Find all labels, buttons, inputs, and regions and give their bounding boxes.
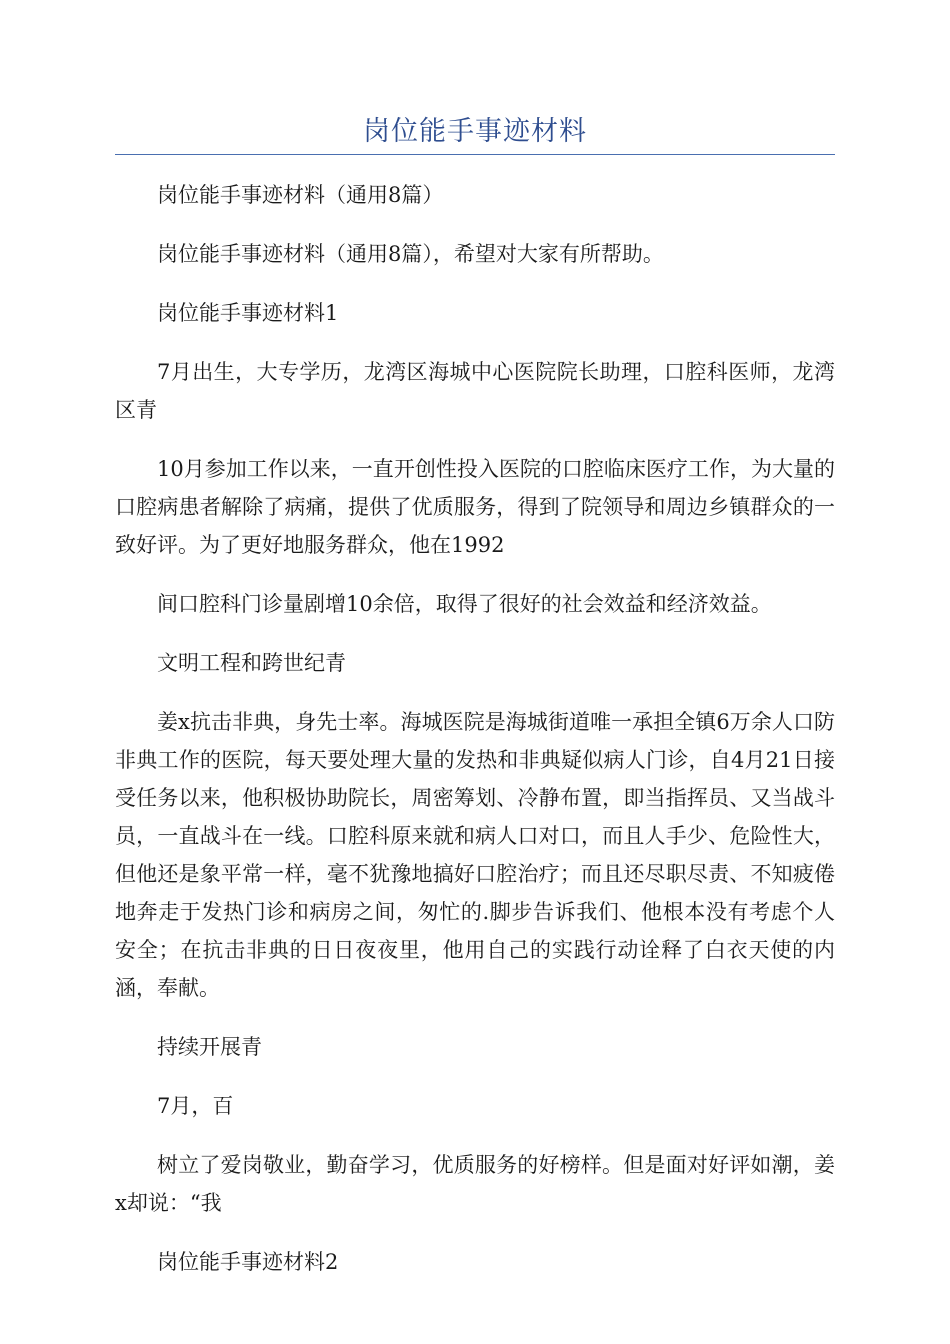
document-title: 岗位能手事迹材料 [363, 116, 587, 147]
section-heading: 岗位能手事迹材料2 [157, 1250, 339, 1274]
paragraph: 岗位能手事迹材料（通用8篇），希望对大家有所帮助。 [157, 242, 664, 266]
paragraph: 10月参加工作以来，一直开创性投入医院的口腔临床医疗工作，为大量的口腔病患者解除了病痛，提供了优质服务，得到了院领导和周边乡镇群众的一致好评。为了更好地服务群众，他在1992 [115, 457, 835, 557]
paragraph: 树立了爱岗敬业，勤奋学习，优质服务的好榜样。但是面对好评如潮，姜x却说：“我 [115, 1153, 835, 1215]
paragraph: 姜x抗击非典，身先士率。海城医院是海城街道唯一承担全镇6万余人口防非典工作的医院，每天要处理大量的发热和非典疑似病人门诊，自4月21日接受任务以来，他积极协助院长，周密筹划、冷静布置，即当指挥员、又当战斗员，一直战斗在一线。口腔科原来就和病人口对口，而且人手少、危险性大，但他还是象平常一样，毫不犹豫地搞好口腔治疗；而且还尽职尽责、不知疲倦地奔走于发热门诊和病房之间，匆忙的.脚步告诉我们、他根本没有考虑个人安全；在抗击非典的日日夜夜里，他用自己的实践行动诠释了白衣天使的内涵，奉献。 [115, 710, 835, 1000]
paragraph: 间口腔科门诊量剧增10余倍，取得了很好的社会效益和经济效益。 [157, 592, 772, 616]
paragraph: 持续开展青 [157, 1035, 262, 1059]
paragraph: 岗位能手事迹材料（通用8篇） [157, 183, 444, 207]
document-body [115, 176, 835, 1302]
title-underline [115, 154, 835, 155]
section-heading: 岗位能手事迹材料1 [157, 301, 339, 325]
paragraph: 7月出生，大专学历，龙湾区海城中心医院院长助理，口腔科医师，龙湾区青 [115, 360, 835, 422]
paragraph: 7月，百 [157, 1094, 234, 1118]
paragraph: 文明工程和跨世纪青 [157, 651, 346, 675]
